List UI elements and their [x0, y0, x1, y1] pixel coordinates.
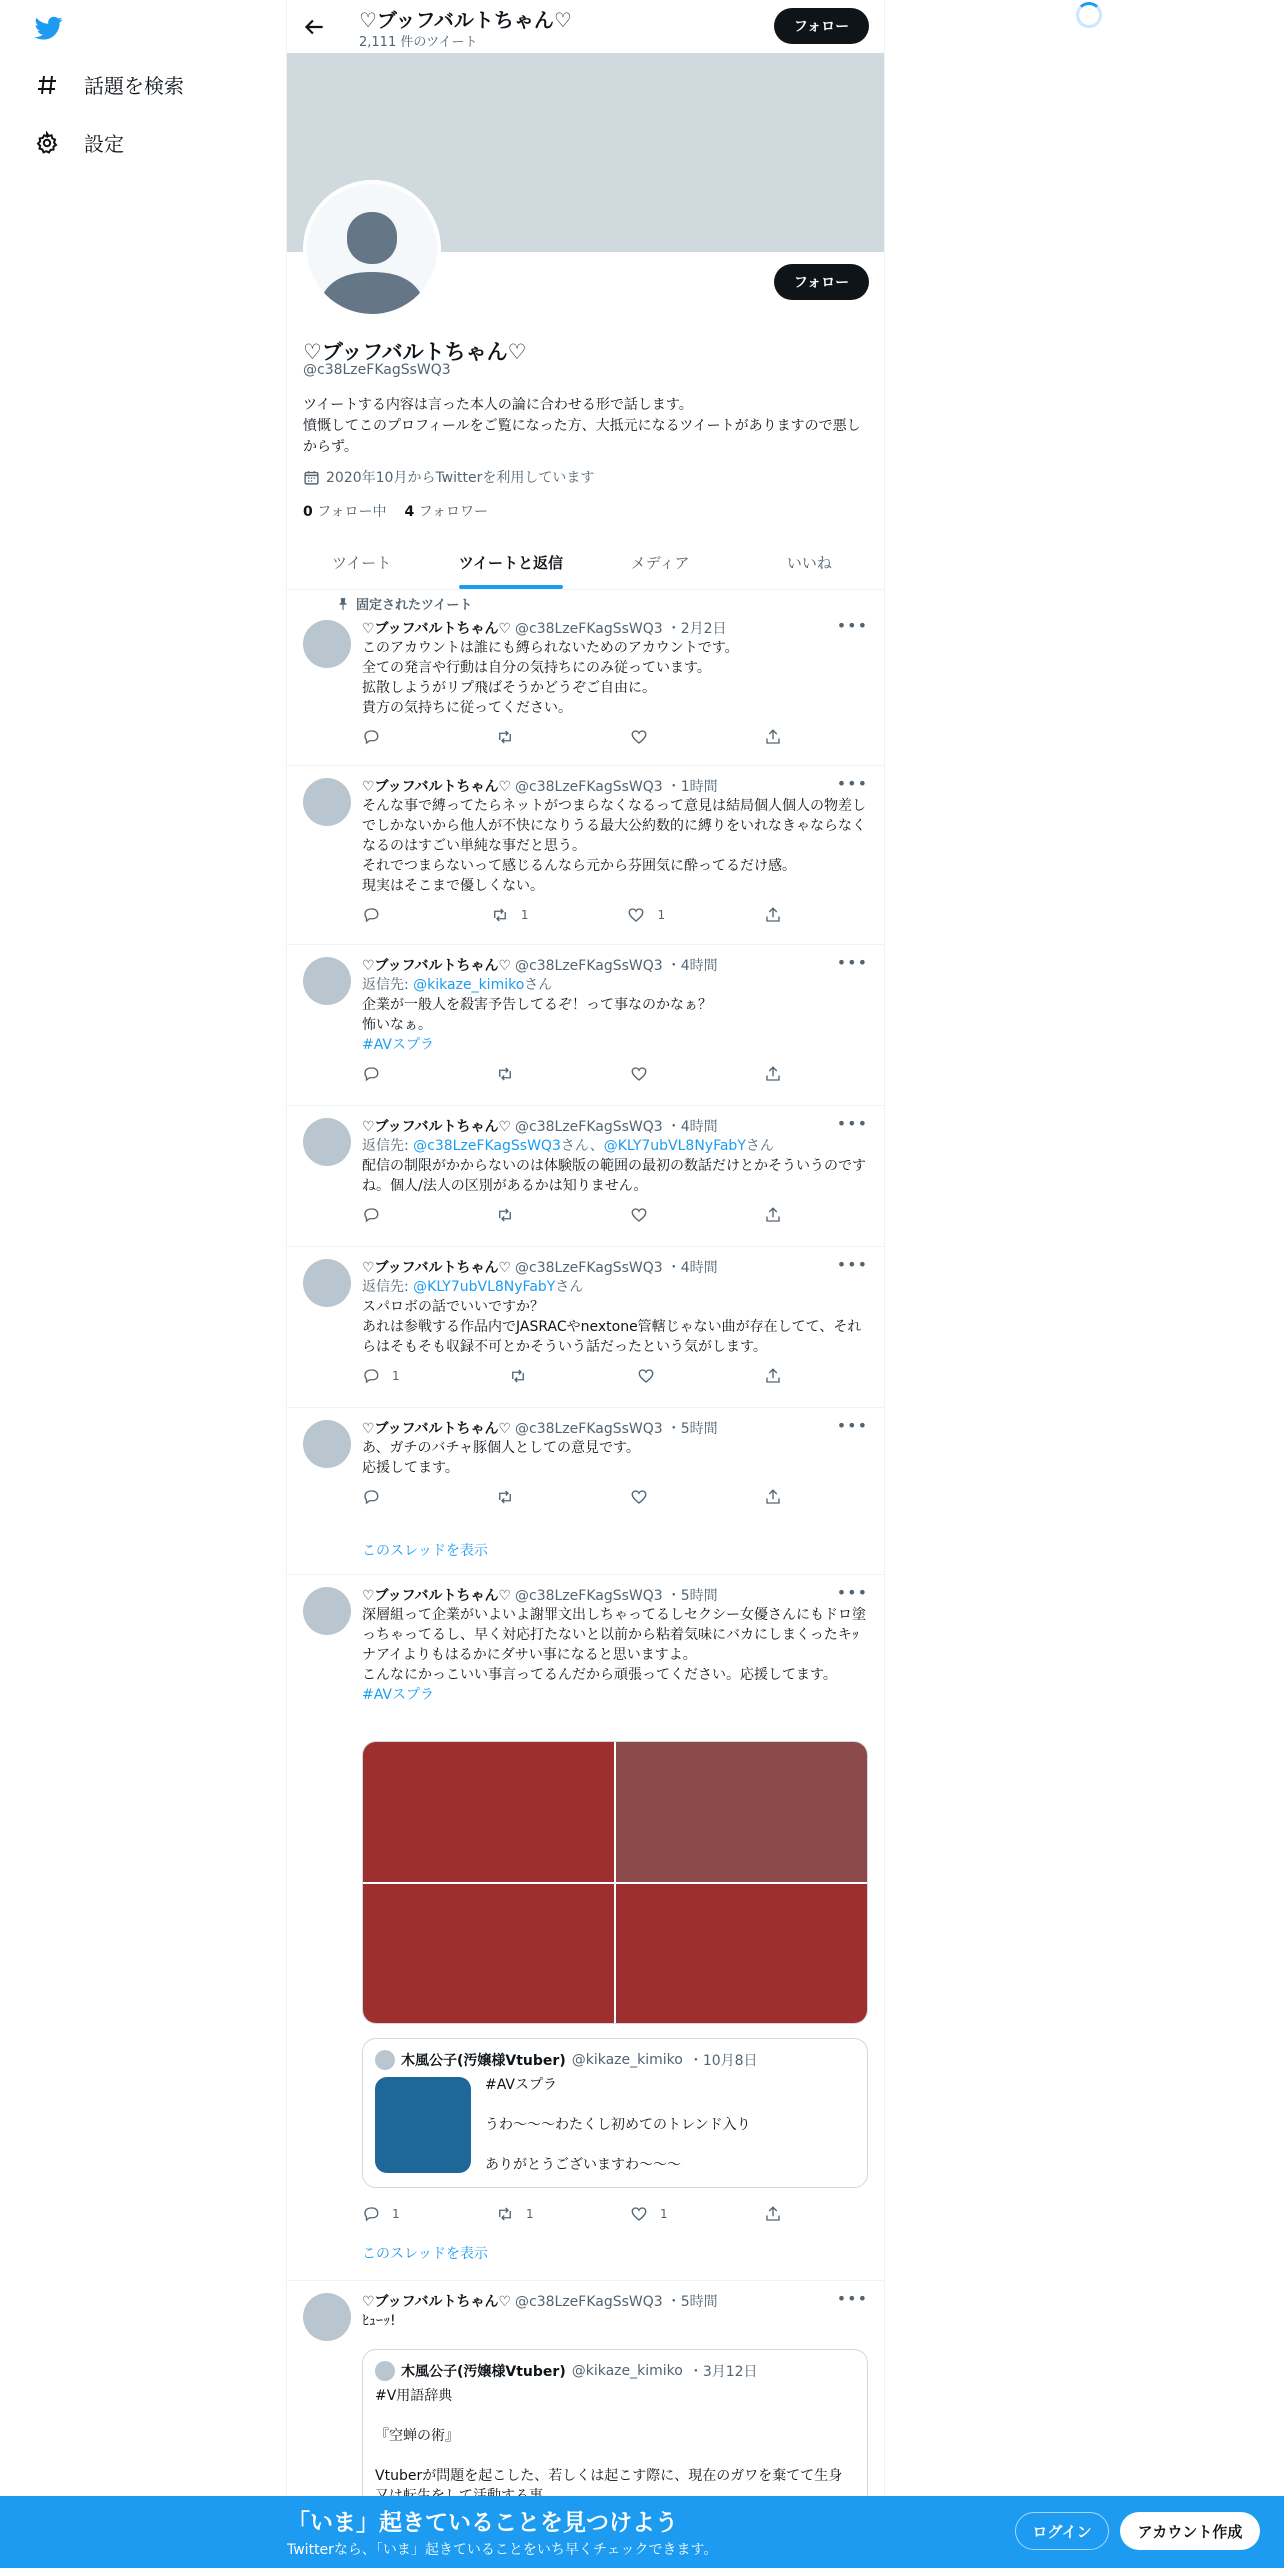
bio-line: ツイートする内容は言った本人の論に合わせる形で話します。 — [303, 397, 693, 413]
tweet-avatar[interactable] — [303, 778, 351, 826]
like-count: 1 — [657, 908, 666, 922]
loading-spinner-icon — [1076, 2, 1102, 28]
tweet-line: 拡散しようがリプ飛ばそうかどうぞご自由に。 — [362, 680, 656, 696]
quote-avatar — [375, 2050, 395, 2070]
quote-author-name: 木風公子(汚嬢様Vtuber) — [401, 2053, 566, 2069]
tweet-line: 貴方の気持ちに従ってください。 — [362, 700, 572, 716]
tweet-line: ﾋｭｰｯ! — [362, 2313, 396, 2329]
tweet-actions — [362, 1488, 782, 1506]
following-link[interactable] — [303, 501, 387, 521]
photo-grid — [362, 1741, 868, 2024]
tweet-actions — [362, 728, 782, 746]
more-options-icon[interactable]: ••• — [836, 1255, 868, 1274]
retweet-icon — [496, 728, 514, 746]
tweet-author-name[interactable]: ♡ブッフバルトちゃん♡ — [362, 958, 512, 974]
profile-follow-stats — [303, 501, 488, 521]
hashtag-link[interactable]: #AVスプラ — [362, 1037, 434, 1053]
retweet-count: 1 — [526, 2207, 534, 2221]
tweet-line: このアカウントは誰にも縛られないためのアカウントです。 — [362, 640, 739, 656]
reply-suffix: さん — [745, 1138, 774, 1154]
heart-icon — [630, 1206, 648, 1224]
share-button[interactable] — [764, 728, 782, 746]
tweet-body — [362, 1418, 872, 1506]
tweet-timestamp[interactable]: ・4時間 — [666, 1119, 718, 1135]
tweet-author-handle[interactable]: @c38LzeFKagSsWQ3 — [515, 2294, 663, 2310]
quote-line: #AVスプラ — [485, 2077, 557, 2093]
profile-bio — [303, 395, 869, 458]
signup-banner-subtitle: Twitterなら、「いま」起きていることをいち早くチェックできます。 — [287, 2542, 718, 2558]
tweet-timestamp[interactable]: ・4時間 — [666, 1260, 718, 1276]
nav-settings-label: 設定 — [84, 132, 124, 156]
followers-link[interactable] — [405, 501, 489, 521]
more-options-icon[interactable]: ••• — [836, 774, 868, 793]
tweet-line: そんな事で縛ってたらネットがつまらなくなるって意見は結局個人個人の物差しでしかないから他人が不快になりうる最大公約数的に縛りをいれなきゃならなくなるのはすごい単純な事だと思う。 — [362, 798, 866, 854]
tweet-author-name[interactable]: ♡ブッフバルトちゃん♡ — [362, 1260, 512, 1276]
followers-label: フォロワー — [418, 504, 489, 520]
profile-avatar[interactable] — [303, 180, 441, 318]
tweet-avatar[interactable] — [303, 1587, 351, 1635]
share-icon — [764, 906, 782, 924]
reply-suffix: さん — [524, 977, 553, 993]
quote-line — [375, 2406, 855, 2426]
tab-likes[interactable]: いいね — [786, 553, 832, 572]
tweet-actions — [362, 906, 782, 924]
tweet-avatar[interactable] — [303, 957, 351, 1005]
like-button[interactable] — [630, 1065, 648, 1083]
profile-column — [286, 0, 885, 2568]
profile-handle: @c38LzeFKagSsWQ3 — [303, 362, 451, 378]
gear-icon — [34, 130, 60, 156]
quote-header — [375, 2361, 758, 2381]
tweet-line: 応援してます。 — [362, 1460, 459, 1476]
signup-banner — [0, 2496, 1284, 2568]
tweet-item[interactable] — [287, 945, 884, 1106]
tweet-body — [362, 776, 872, 924]
retweet-count: 1 — [520, 908, 529, 922]
tweet-line: 深層組って企業がいよいよ謝罪文出しちゃってるしセクシー女優さんにもドロ塗っちゃってるし、早く対応打たないと以前から粘着気味にバカにしまくったキｯナアイよりもはるかにダサい事になると思いますよ。 — [362, 1607, 866, 1663]
reply-button[interactable] — [362, 2205, 400, 2223]
tweet-item[interactable] — [287, 1106, 884, 1247]
tweet-line: 現実はそこまで優しくない。 — [362, 878, 544, 894]
tweet-timestamp[interactable]: ・4時間 — [666, 958, 718, 974]
quote-line: Vtuberが問題を起こした、若しくは起こす際に、現在のガワを棄てて生身 — [375, 2468, 843, 2484]
tweet-timestamp[interactable]: ・2月2日 — [666, 621, 727, 637]
tweet-text — [362, 995, 872, 1055]
tweet-text — [362, 2311, 872, 2331]
tweet-photo[interactable] — [616, 1884, 867, 2024]
share-icon — [764, 1488, 782, 1506]
reply-prefix: 返信先: — [362, 1138, 414, 1154]
tweet-header — [362, 1257, 872, 1277]
reply-mention-link[interactable]: @kikaze_kimiko — [413, 977, 525, 993]
tweet-item[interactable] — [287, 766, 884, 945]
heart-icon — [627, 906, 645, 924]
tweet-timestamp[interactable]: ・1時間 — [666, 779, 718, 795]
tweet-body — [362, 618, 872, 746]
reply-icon — [362, 1206, 380, 1224]
quote-avatar — [375, 2361, 395, 2381]
reply-button[interactable] — [362, 1367, 400, 1385]
like-button[interactable] — [630, 728, 660, 746]
retweet-button[interactable] — [496, 1488, 514, 1506]
tweet-actions — [362, 1065, 782, 1083]
pin-icon — [336, 597, 350, 611]
tweet-text — [362, 796, 872, 896]
retweet-button[interactable] — [496, 1065, 514, 1083]
tweet-author-name[interactable]: ♡ブッフバルトちゃん♡ — [362, 1119, 512, 1135]
reply-icon — [362, 906, 380, 924]
reply-context — [362, 975, 872, 995]
reply-icon — [362, 1065, 380, 1083]
retweet-button[interactable] — [496, 728, 526, 746]
tweet-timestamp[interactable]: ・5時間 — [666, 1421, 718, 1437]
tweet-header — [362, 1116, 872, 1136]
tweet-line: あれは参戦する作品内でJASRACやnextone管轄じゃない曲が存在してて、それらはそもそも収録不可とかそういう話だったという気がします。 — [362, 1319, 862, 1355]
quote-timestamp: ・10月8日 — [688, 2053, 758, 2069]
reply-prefix: 返信先: — [362, 1279, 414, 1295]
tweet-line: スパロボの話でいいですか？ — [362, 1299, 544, 1315]
quote-line: 『空蝉の術』 — [375, 2428, 459, 2444]
reply-context — [362, 1136, 872, 1156]
tweet-author-handle[interactable]: @c38LzeFKagSsWQ3 — [515, 958, 663, 974]
quote-author-handle: @kikaze_kimiko — [571, 2052, 683, 2068]
tweet-header — [362, 618, 872, 638]
following-count: 0 — [303, 504, 313, 520]
tweet-timestamp[interactable]: ・5時間 — [666, 2294, 718, 2310]
share-icon — [764, 1065, 782, 1083]
quote-author-name: 木風公子(汚嬢様Vtuber) — [401, 2364, 566, 2380]
like-button[interactable] — [630, 1488, 648, 1506]
tweet-header — [362, 955, 872, 975]
retweet-icon — [496, 1065, 514, 1083]
tweet-timestamp[interactable]: ・5時間 — [666, 1588, 718, 1604]
reply-count: 1 — [392, 1369, 400, 1383]
like-button[interactable] — [630, 1206, 648, 1224]
quote-line — [485, 2095, 751, 2115]
share-button[interactable] — [764, 1367, 782, 1385]
profile-name: ♡ブッフバルトちゃん♡ — [303, 340, 527, 364]
reply-button[interactable] — [362, 906, 392, 924]
share-button[interactable] — [764, 906, 782, 924]
share-icon — [764, 1206, 782, 1224]
tweet-header — [362, 776, 872, 796]
joined-text: 2020年10月からTwitterを利用しています — [326, 470, 595, 486]
share-button[interactable] — [764, 1488, 782, 1506]
tab-tweets[interactable]: ツイート — [331, 553, 392, 572]
profile-header-bar — [287, 0, 884, 53]
pinned-label: 固定されたツイート — [356, 598, 473, 613]
tweet-header — [362, 2291, 872, 2311]
tweet-photo[interactable] — [616, 1742, 867, 1882]
more-options-icon[interactable]: ••• — [836, 1583, 868, 1602]
heart-icon — [637, 1367, 655, 1385]
tweet-author-name[interactable]: ♡ブッフバルトちゃん♡ — [362, 1421, 512, 1437]
tweet-line: 全ての発言や行動は自分の気持ちにのみ従っています。 — [362, 660, 711, 676]
tweet-author-handle[interactable]: @c38LzeFKagSsWQ3 — [515, 1421, 663, 1437]
tweet-body — [362, 955, 872, 1083]
quote-line: ありがとうございますわ～～～ — [485, 2157, 681, 2173]
signup-button[interactable]: アカウント作成 — [1120, 2512, 1260, 2550]
quote-line: うわ～～～わたくし初めてのトレンド入り — [485, 2117, 751, 2133]
reply-mention-link[interactable]: @c38LzeFKagSsWQ3 — [413, 1138, 561, 1154]
quote-text — [485, 2075, 751, 2175]
nav-explore[interactable] — [34, 70, 184, 99]
default-avatar-icon — [307, 184, 437, 314]
retweet-icon — [509, 1367, 527, 1385]
tweet-body — [362, 2291, 872, 2331]
reply-mention-link[interactable]: @KLY7ubVL8NyFabY — [413, 1279, 556, 1295]
tweet-line: それでつまらないって感じるんなら元から芬囲気に酔ってるだけ感。 — [362, 858, 796, 874]
reply-button[interactable] — [362, 1206, 380, 1224]
bio-line: 憤慨してこのプロフィールをご覧になった方、大抵元になるツイートがありますので悪しからず。 — [303, 418, 861, 455]
nav-explore-label: 話題を検索 — [84, 74, 184, 98]
quote-tweet[interactable] — [362, 2038, 868, 2188]
tweet-author-handle[interactable]: @c38LzeFKagSsWQ3 — [515, 621, 663, 637]
profile-follow-button[interactable]: フォロー — [774, 264, 869, 300]
heart-icon — [630, 2205, 648, 2223]
tweet-item[interactable] — [287, 1575, 884, 2281]
tweet-author-handle[interactable]: @c38LzeFKagSsWQ3 — [515, 779, 663, 795]
reply-suffix: さん — [555, 1279, 584, 1295]
followers-count: 4 — [404, 504, 415, 520]
tweet-text — [362, 1156, 872, 1196]
more-options-icon[interactable]: ••• — [836, 1114, 868, 1133]
tweet-text — [362, 638, 872, 718]
share-button[interactable] — [764, 2205, 782, 2223]
share-icon — [764, 1367, 782, 1385]
tweet-body — [362, 1116, 872, 1224]
signup-banner-title: 「いま」起きていることを見つけよう — [287, 2510, 678, 2536]
tweet-avatar[interactable] — [303, 1259, 351, 1307]
retweet-icon — [491, 906, 509, 924]
retweet-button[interactable] — [496, 1206, 514, 1224]
tweet-author-handle[interactable]: @c38LzeFKagSsWQ3 — [515, 1260, 663, 1276]
reply-icon — [362, 2205, 380, 2223]
tweet-photo[interactable] — [363, 1884, 614, 2024]
reply-count: 1 — [392, 2207, 400, 2221]
share-button[interactable] — [764, 1206, 782, 1224]
hashtag-icon — [34, 72, 60, 98]
more-options-icon[interactable]: ••• — [836, 2289, 868, 2308]
tweet-item[interactable] — [287, 1247, 884, 1408]
retweet-icon — [496, 1488, 514, 1506]
more-options-icon[interactable]: ••• — [836, 616, 868, 635]
tweet-header — [362, 1418, 872, 1438]
quote-line: #V用語辞典 — [375, 2388, 453, 2404]
reply-icon — [362, 728, 380, 746]
reply-separator: さん、 — [560, 1138, 604, 1154]
tweet-line: あ、ガチのバチャ豚個人としての意見です。 — [362, 1440, 640, 1456]
heart-icon — [630, 1065, 648, 1083]
quote-author-handle: @kikaze_kimiko — [571, 2363, 683, 2379]
quote-line — [375, 2446, 855, 2466]
like-button[interactable] — [637, 1367, 655, 1385]
reply-icon — [362, 1367, 380, 1385]
header-follow-button[interactable]: フォロー — [774, 8, 869, 44]
tweet-body — [362, 1257, 872, 1385]
tweet-author-handle[interactable]: @c38LzeFKagSsWQ3 — [515, 1588, 663, 1604]
tweet-author-name[interactable]: ♡ブッフバルトちゃん♡ — [362, 2294, 512, 2310]
like-button[interactable] — [627, 906, 665, 924]
quote-timestamp: ・3月12日 — [688, 2364, 758, 2380]
reply-context — [362, 1277, 872, 1297]
retweet-button[interactable] — [496, 2205, 534, 2223]
more-options-icon[interactable]: ••• — [836, 953, 868, 972]
calendar-icon — [303, 469, 320, 486]
login-button[interactable]: ログイン — [1015, 2512, 1109, 2550]
retweet-icon — [496, 1206, 514, 1224]
tweet-author-name[interactable]: ♡ブッフバルトちゃん♡ — [362, 1588, 512, 1604]
reply-icon — [362, 1488, 380, 1506]
tweet-avatar[interactable] — [303, 620, 351, 668]
reply-mention-link[interactable]: @KLY7ubVL8NyFabY — [603, 1138, 746, 1154]
tweet-item[interactable] — [287, 590, 884, 766]
twitter-bird-icon[interactable] — [33, 14, 65, 42]
tweet-line: 企業が一般人を殺害予告してるぞ！って事なのかなぁ？ — [362, 997, 712, 1013]
retweet-icon — [496, 2205, 514, 2223]
hashtag-link[interactable]: #AVスプラ — [362, 1687, 434, 1703]
tweet-author-name[interactable]: ♡ブッフバルトちゃん♡ — [362, 779, 512, 795]
back-arrow-icon[interactable] — [301, 14, 327, 40]
like-button[interactable] — [630, 2205, 668, 2223]
tweet-avatar[interactable] — [303, 2293, 351, 2341]
tweet-avatar[interactable] — [303, 1420, 351, 1468]
more-options-icon[interactable]: ••• — [836, 1416, 868, 1435]
heart-icon — [630, 1488, 648, 1506]
tweet-text — [362, 1297, 872, 1357]
tweet-line: 怖いなぁ。 — [362, 1017, 432, 1033]
tweet-actions — [362, 1206, 782, 1224]
reply-button[interactable] — [362, 1488, 380, 1506]
quote-thumbnail — [375, 2077, 471, 2173]
pinned-indicator — [336, 594, 472, 613]
tweet-text — [362, 1605, 872, 1705]
following-label: フォロー中 — [317, 504, 387, 520]
tab-media[interactable]: メディア — [630, 553, 690, 572]
show-thread-link[interactable]: このスレッドを表示 — [362, 1543, 488, 1559]
retweet-button[interactable] — [509, 1367, 527, 1385]
profile-joined — [303, 467, 594, 487]
profile-tabs — [287, 535, 884, 590]
share-icon — [764, 728, 782, 746]
like-count: 1 — [660, 2207, 668, 2221]
nav-settings[interactable] — [34, 128, 124, 157]
tweet-text — [362, 1438, 872, 1478]
tweet-line: こんなにかっこいい事言ってるんだから頑張ってください。応援してます。 — [362, 1667, 837, 1683]
tweet-line: 配信の制限がかからないのは体験版の範囲の最初の数話だけとかそういうのですね。個人/法人の区別があるかは知りません。 — [362, 1158, 866, 1194]
tweet-avatar[interactable] — [303, 1118, 351, 1166]
quote-text — [375, 2386, 855, 2506]
tweet-author-handle[interactable]: @c38LzeFKagSsWQ3 — [515, 1119, 663, 1135]
reply-button[interactable] — [362, 1065, 380, 1083]
share-button[interactable] — [764, 1065, 782, 1083]
tweet-author-name[interactable]: ♡ブッフバルトちゃん♡ — [362, 621, 512, 637]
tab-tweets-and-replies[interactable]: ツイートと返信 — [436, 535, 585, 589]
quote-header — [375, 2050, 758, 2070]
heart-icon — [630, 728, 648, 746]
share-icon — [764, 2205, 782, 2223]
quote-line — [485, 2135, 751, 2155]
tweet-body — [362, 1585, 872, 1705]
tweet-item[interactable] — [287, 1408, 884, 1575]
tweet-actions — [362, 1367, 782, 1385]
tweet-actions — [362, 2205, 782, 2223]
retweet-button[interactable] — [491, 906, 529, 924]
header-profile-name: ♡ブッフバルトちゃん♡ — [359, 8, 572, 32]
reply-button[interactable] — [362, 728, 392, 746]
reply-prefix: 返信先: — [362, 977, 414, 993]
show-thread-link[interactable]: このスレッドを表示 — [362, 2246, 488, 2262]
header-tweet-count: 2,111 件のツイート — [359, 35, 478, 50]
tweet-photo[interactable] — [363, 1742, 614, 1882]
tweet-header — [362, 1585, 872, 1605]
